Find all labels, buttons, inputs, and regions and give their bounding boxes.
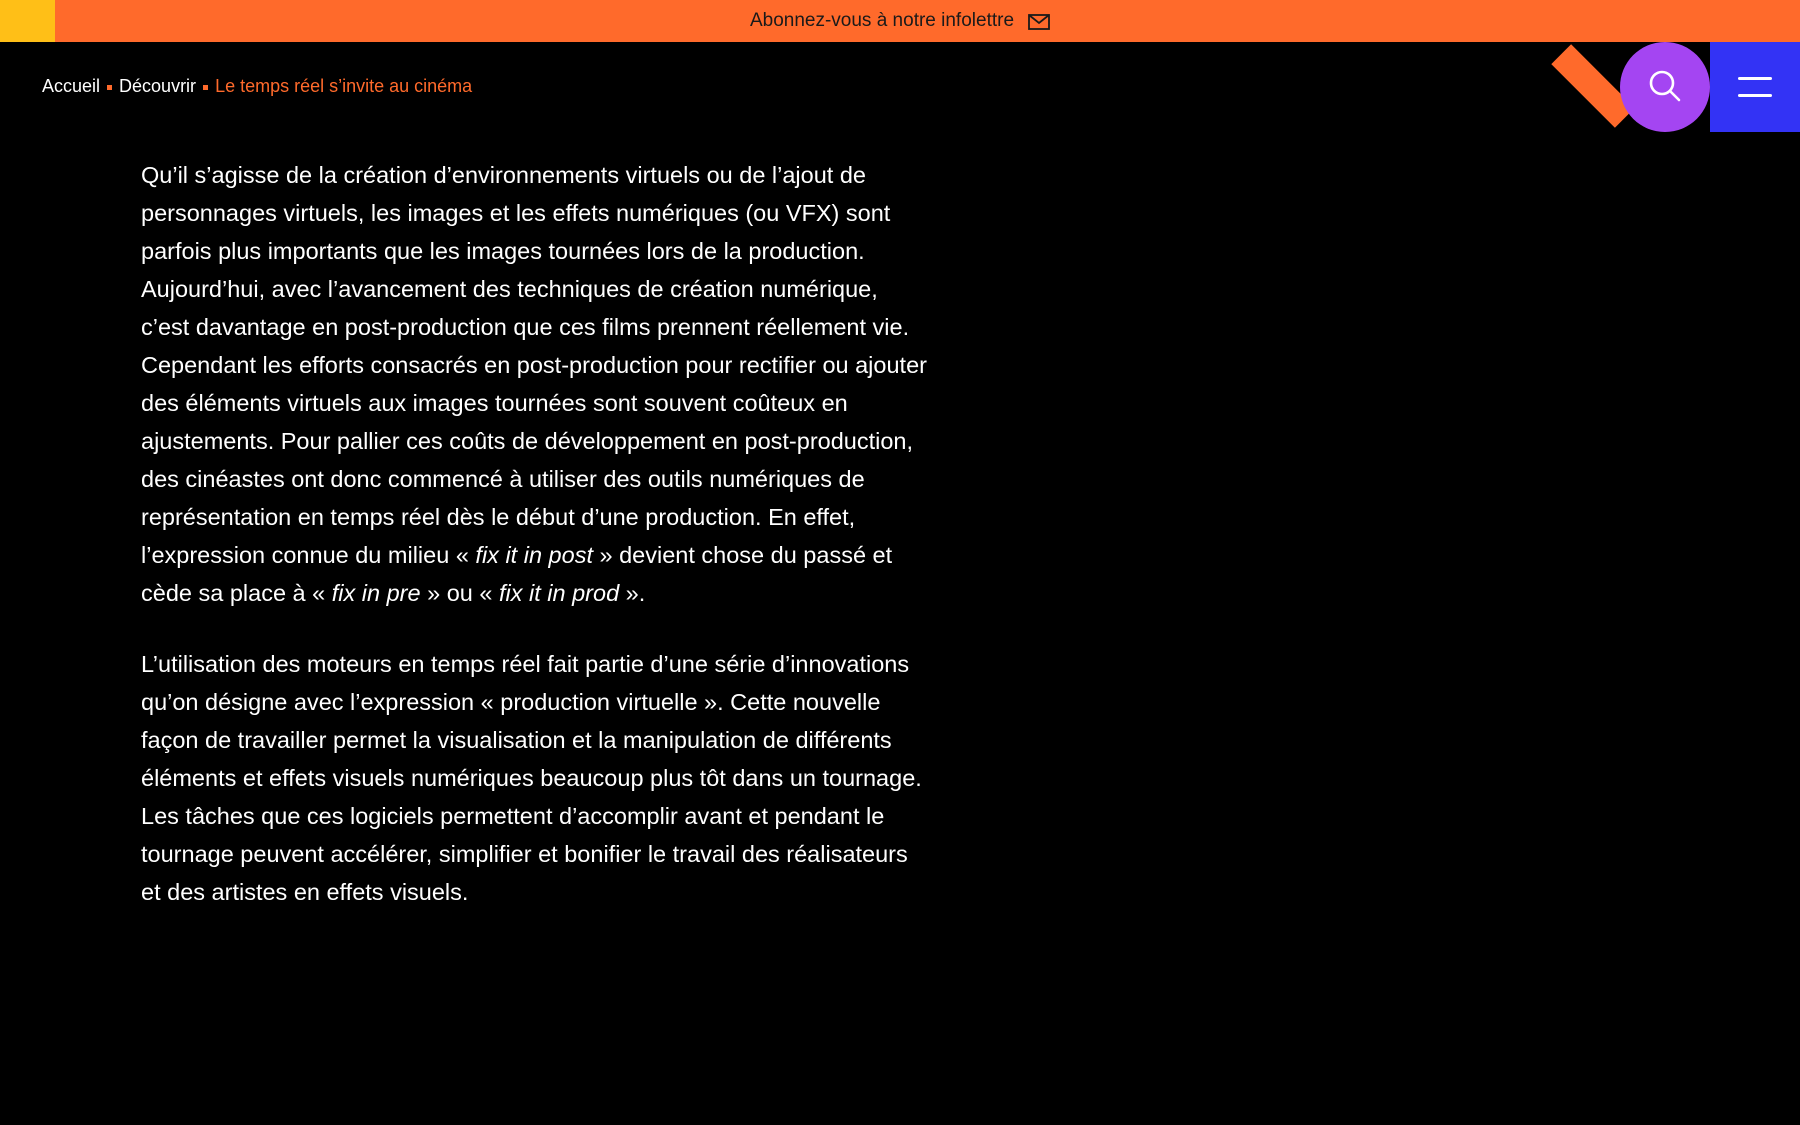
article-body [141,156,931,944]
italic-phrase: fix it in post [475,542,593,568]
paragraph-text: » ou « [420,580,499,606]
breadcrumb [42,76,472,97]
search-icon [1647,68,1683,107]
article-paragraph [141,156,931,612]
mail-icon [1028,14,1050,30]
menu-button[interactable] [1710,42,1800,132]
paragraph-text: L’utilisation des moteurs en temps réel fait partie d’une série d’innovations qu’on désigne avec l’expression « production virtuelle ». Cette nouvelle façon de travailler permet la visualisation et la manipulation de différents éléments et effets visuels numériques beaucoup plus tôt dans un tournage. Les tâches que ces logiciels permettent d’accomplir avant et pendant le tournage peuvent accélérer, simplifier et bonifier le travail des réalisateurs et des artistes en effets visuels. [141,651,922,905]
breadcrumb-item-accueil[interactable]: Accueil [42,76,101,96]
newsletter-label: Abonnez-vous à notre infolettre [749,10,1015,31]
breadcrumb-item-decouvrir[interactable]: Découvrir [119,76,197,96]
newsletter-subscribe-link[interactable] [0,0,1800,42]
italic-phrase: fix it in prod [498,580,620,606]
search-button[interactable] [1620,42,1710,132]
paragraph-text: ». [619,580,646,606]
italic-phrase: fix in pre [331,580,421,606]
article-paragraph [141,645,931,911]
breadcrumb-separator [203,85,208,90]
breadcrumb-current-page: Le temps réel s’invite au cinéma [215,76,473,96]
breadcrumb-separator [107,85,112,90]
paragraph-text: » devient chose du passé et cède sa place à « [141,542,893,606]
hamburger-menu-icon-line [1738,94,1772,97]
newsletter-banner [0,0,1800,42]
hamburger-menu-icon [1738,77,1772,80]
paragraph-text: Qu’il s’agisse de la création d’environnements virtuels ou de l’ajout de personnages virtuels, les images et les effets numériques (ou VFX) sont parfois plus importants que les images tournées lors de la production. Aujourd’hui, avec l’avancement des techniques de création numérique, c’est davantage en post-production que ces films prennent réellement vie. Cependant les efforts consacrés en post-production pour rectifier ou ajouter des éléments virtuels aux images tournées sont souvent coûteux en ajustements. Pour pallier ces coûts de développement en post-production, des cinéastes ont donc commencé à utiliser des outils numériques de représentation en temps réel dès le début d’une production. En effet, l’expression connue du milieu « [141,162,927,568]
